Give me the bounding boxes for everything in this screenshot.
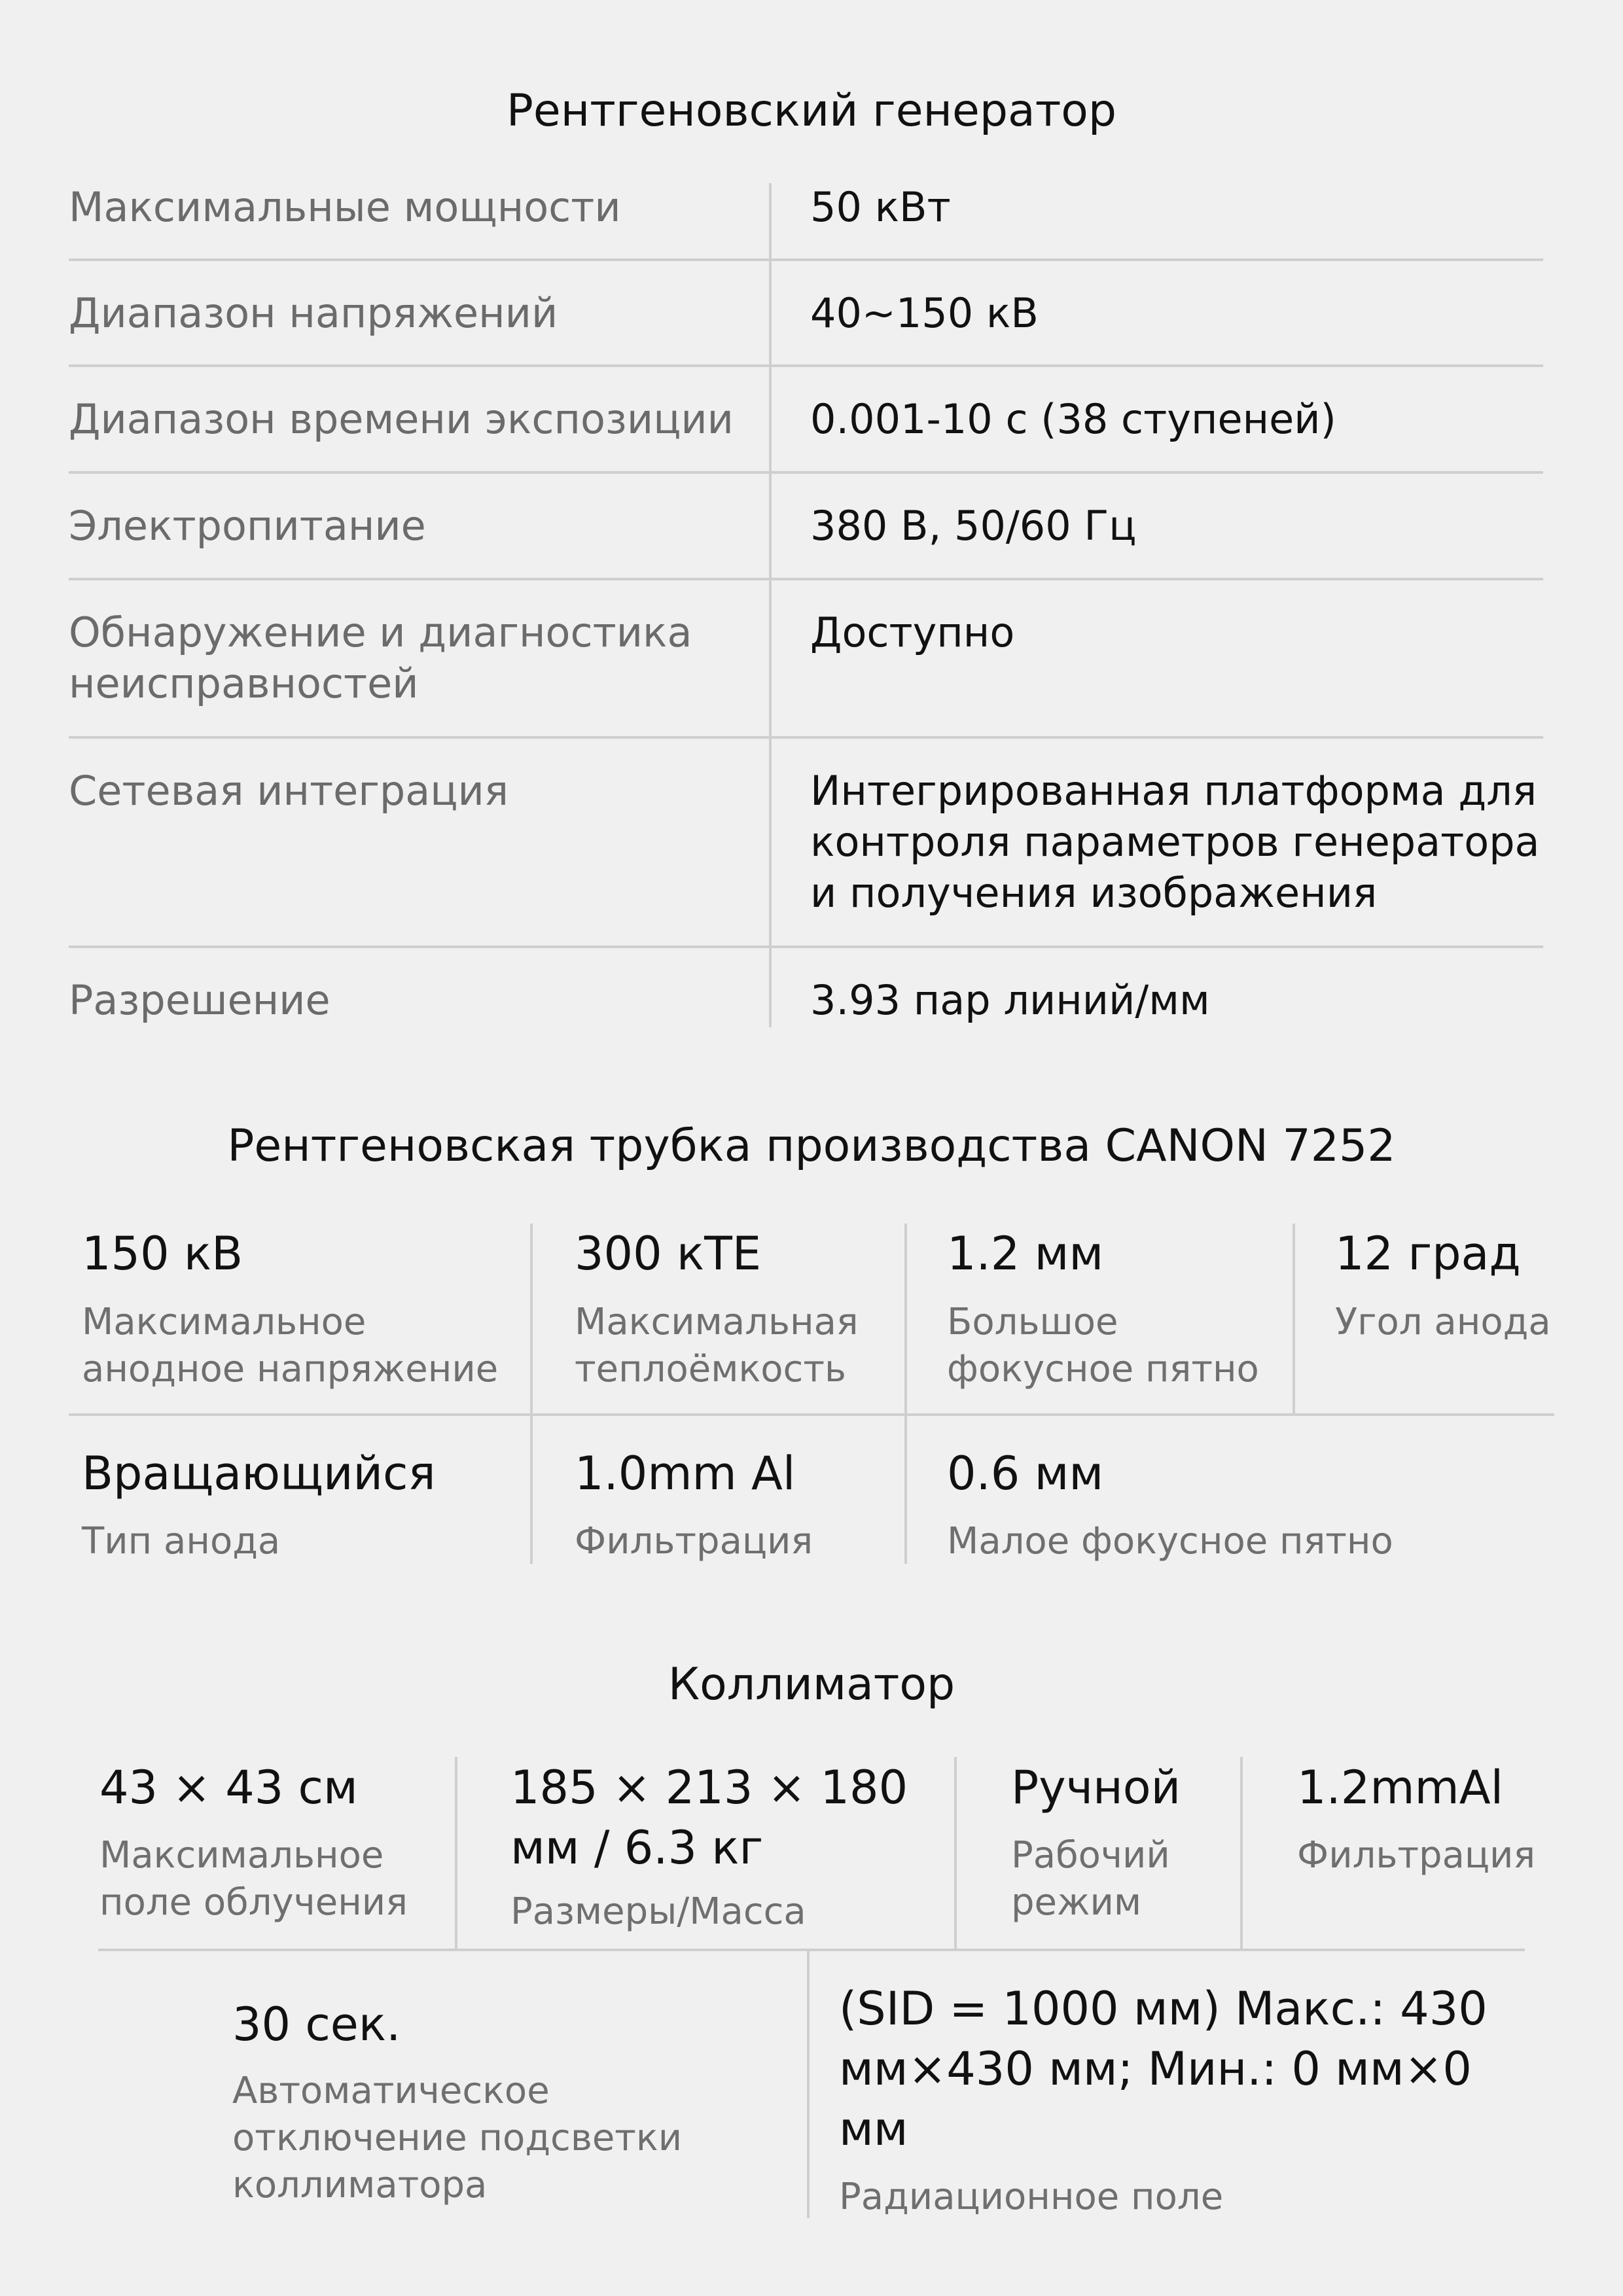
spec-value-resolution: 3.93 пар линий/мм [810,976,1210,1024]
tube-max-anode-voltage-label: Максимальное анодное напряжение [82,1301,499,1390]
spec-label-network-integration: Сетевая интеграция [69,767,509,815]
row-divider [69,945,1543,948]
collimator-operating-mode-value: Ручной [1011,1761,1181,1814]
tube-filtration-label: Фильтрация [575,1520,813,1563]
row-divider [69,736,1543,739]
tube-anode-angle-label: Угол анода [1335,1301,1551,1343]
tube-filtration-value: 1.0mm Al [575,1447,796,1500]
collimator-radiation-field-label: Радиационное поле [839,2176,1224,2218]
spec-value-power-supply: 380 В, 50/60 Гц [810,502,1137,550]
tube-heat-capacity-label: Максимальная теплоёмкость [575,1301,859,1390]
spec-value-fault-diagnostics: Доступно [810,609,1015,656]
tube-large-focal-spot-value: 1.2 мм [947,1227,1104,1280]
collimator-radiation-field-value: (SID = 1000 мм) Макс.: 430 мм×430 мм; Мин.: 0 мм×0 мм [839,1982,1488,2156]
tube-column-divider [1293,1224,1295,1415]
spec-value-voltage-range: 40~150 кВ [810,289,1039,337]
row-divider [69,471,1543,474]
tube-anode-type-label: Тип анода [82,1520,281,1563]
collimator-dimensions-value: 185 × 213 × 180 мм / 6.3 кг [510,1761,908,1875]
tube-max-anode-voltage-value: 150 кВ [82,1227,243,1280]
spec-label-resolution: Разрешение [69,976,330,1024]
row-divider [69,364,1543,367]
collimator-filtration-label: Фильтрация [1297,1834,1536,1877]
spec-label-voltage-range: Диапазон напряжений [69,289,558,337]
collimator-filtration-value: 1.2mmAl [1297,1761,1504,1814]
collimator-column-divider [807,1950,810,2218]
tube-column-divider [530,1224,533,1564]
tube-small-focal-spot-value: 0.6 мм [947,1447,1104,1500]
tube-anode-angle-value: 12 град [1335,1227,1521,1280]
spec-label-fault-diagnostics: Обнаружение и диагностика неисправностей [69,609,692,707]
tube-title: Рентгеновская трубка производства CANON 7252 [227,1120,1396,1172]
collimator-operating-mode-label: Рабочий режим [1011,1834,1170,1924]
tube-column-divider [904,1224,907,1564]
row-divider [69,578,1543,580]
collimator-max-field-label: Максимальное поле облучения [99,1834,408,1924]
row-divider [69,258,1543,261]
generator-column-divider [769,183,772,1027]
generator-title: Рентгеновский генератор [506,85,1117,137]
collimator-light-timeout-label: Автоматическое отключение подсветки коллиматора [232,2070,683,2206]
collimator-column-divider [455,1757,457,1950]
tube-row-divider [69,1413,1554,1416]
collimator-light-timeout-value: 30 сек. [232,1998,401,2051]
spec-value-network-integration: Интегрированная платформа для контроля параметров генератора и получения изображения [810,767,1540,917]
tube-anode-type-value: Вращающийся [82,1447,436,1500]
spec-value-exposure-time: 0.001-10 с (38 ступеней) [810,395,1336,443]
collimator-column-divider [1240,1757,1243,1950]
spec-label-exposure-time: Диапазон времени экспозиции [69,395,734,443]
collimator-dimensions-label: Размеры/Масса [510,1890,806,1933]
collimator-column-divider [954,1757,957,1950]
tube-small-focal-spot-label: Малое фокусное пятно [947,1520,1393,1563]
tube-heat-capacity-value: 300 кТЕ [575,1227,762,1280]
collimator-max-field-value: 43 × 43 см [99,1761,358,1814]
collimator-title: Коллиматор [668,1659,955,1710]
spec-label-power-supply: Электропитание [69,502,426,550]
spec-label-max-power: Максимальные мощности [69,183,621,231]
collimator-row-divider [98,1949,1525,1951]
tube-large-focal-spot-label: Большое фокусное пятно [947,1301,1259,1390]
spec-value-max-power: 50 кВт [810,183,951,231]
